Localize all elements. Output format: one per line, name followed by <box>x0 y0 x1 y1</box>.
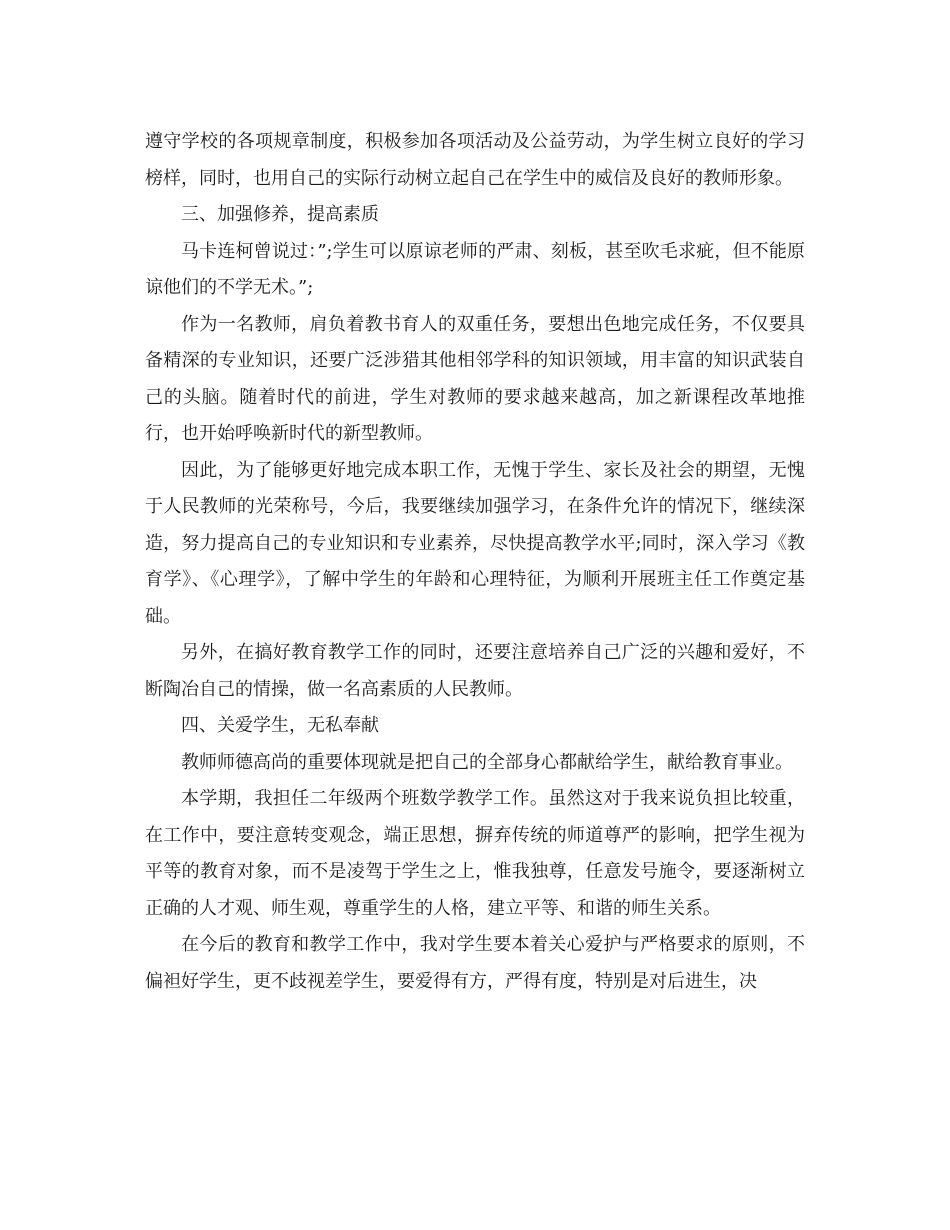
paragraph: 因此，为了能够更好地完成本职工作，无愧于学生、家长及社会的期望，无愧于人民教师的光荣称号，今后，我要继续加强学习，在条件允许的情况下，继续深造，努力提高自己的专业知识和专业素养，尽快提高教学水平;同时，深入学习《教育学》、《心理学》，了解中学生的年龄和心理特征，为顺利开展班主任工作奠定基础。 <box>145 459 805 627</box>
paragraph: 本学期，我担任二年级两个班数学教学工作。虽然这对于我来说负担比较重，在工作中，要注意转变观念，端正思想，摒弃传统的师道尊严的影响，把学生视为平等的教育对象，而不是凌驾于学生之上，惟我独尊，任意发号施令，要逐渐树立正确的人才观、师生观，尊重学生的人格，建立平等、和谐的师生关系。 <box>145 788 805 919</box>
paragraph-quote: 马卡连柯曾说过：”;学生可以原谅老师的严肃、刻板，甚至吹毛求疵，但不能原谅他们的不学无术。”; <box>145 240 805 298</box>
paragraph: 教师师德高尚的重要体现就是把自己的全部身心都献给学生，献给教育事业。 <box>181 751 793 773</box>
document-body <box>145 124 805 1000</box>
paragraph: 作为一名教师，肩负着教书育人的双重任务，要想出色地完成任务，不仅要具备精深的专业知识，还要广泛涉猎其他相邻学科的知识领域，用丰富的知识武装自己的头脑。随着时代的前进，学生对教师的要求越来越高，加之新课程改革地推行，也开始呼唤新时代的新型教师。 <box>145 313 805 444</box>
paragraph-continuation: 遵守学校的各项规章制度，积极参加各项活动及公益劳动，为学生树立良好的学习榜样，同时，也用自己的实际行动树立起自己在学生中的威信及良好的教师形象。 <box>145 131 805 189</box>
section-heading-4: 四、关爱学生，无私奉献 <box>181 715 379 736</box>
section-heading-3: 三、加强修养，提高素质 <box>181 204 379 225</box>
paragraph: 另外，在搞好教育教学工作的同时，还要注意培养自己广泛的兴趣和爱好，不断陶冶自己的情操，做一名高素质的人民教师。 <box>145 642 805 700</box>
paragraph: 在今后的教育和教学工作中，我对学生要本着关心爱护与严格要求的原则，不偏袒好学生，更不歧视差学生，要爱得有方，严得有度，特别是对后进生，决 <box>145 934 805 992</box>
